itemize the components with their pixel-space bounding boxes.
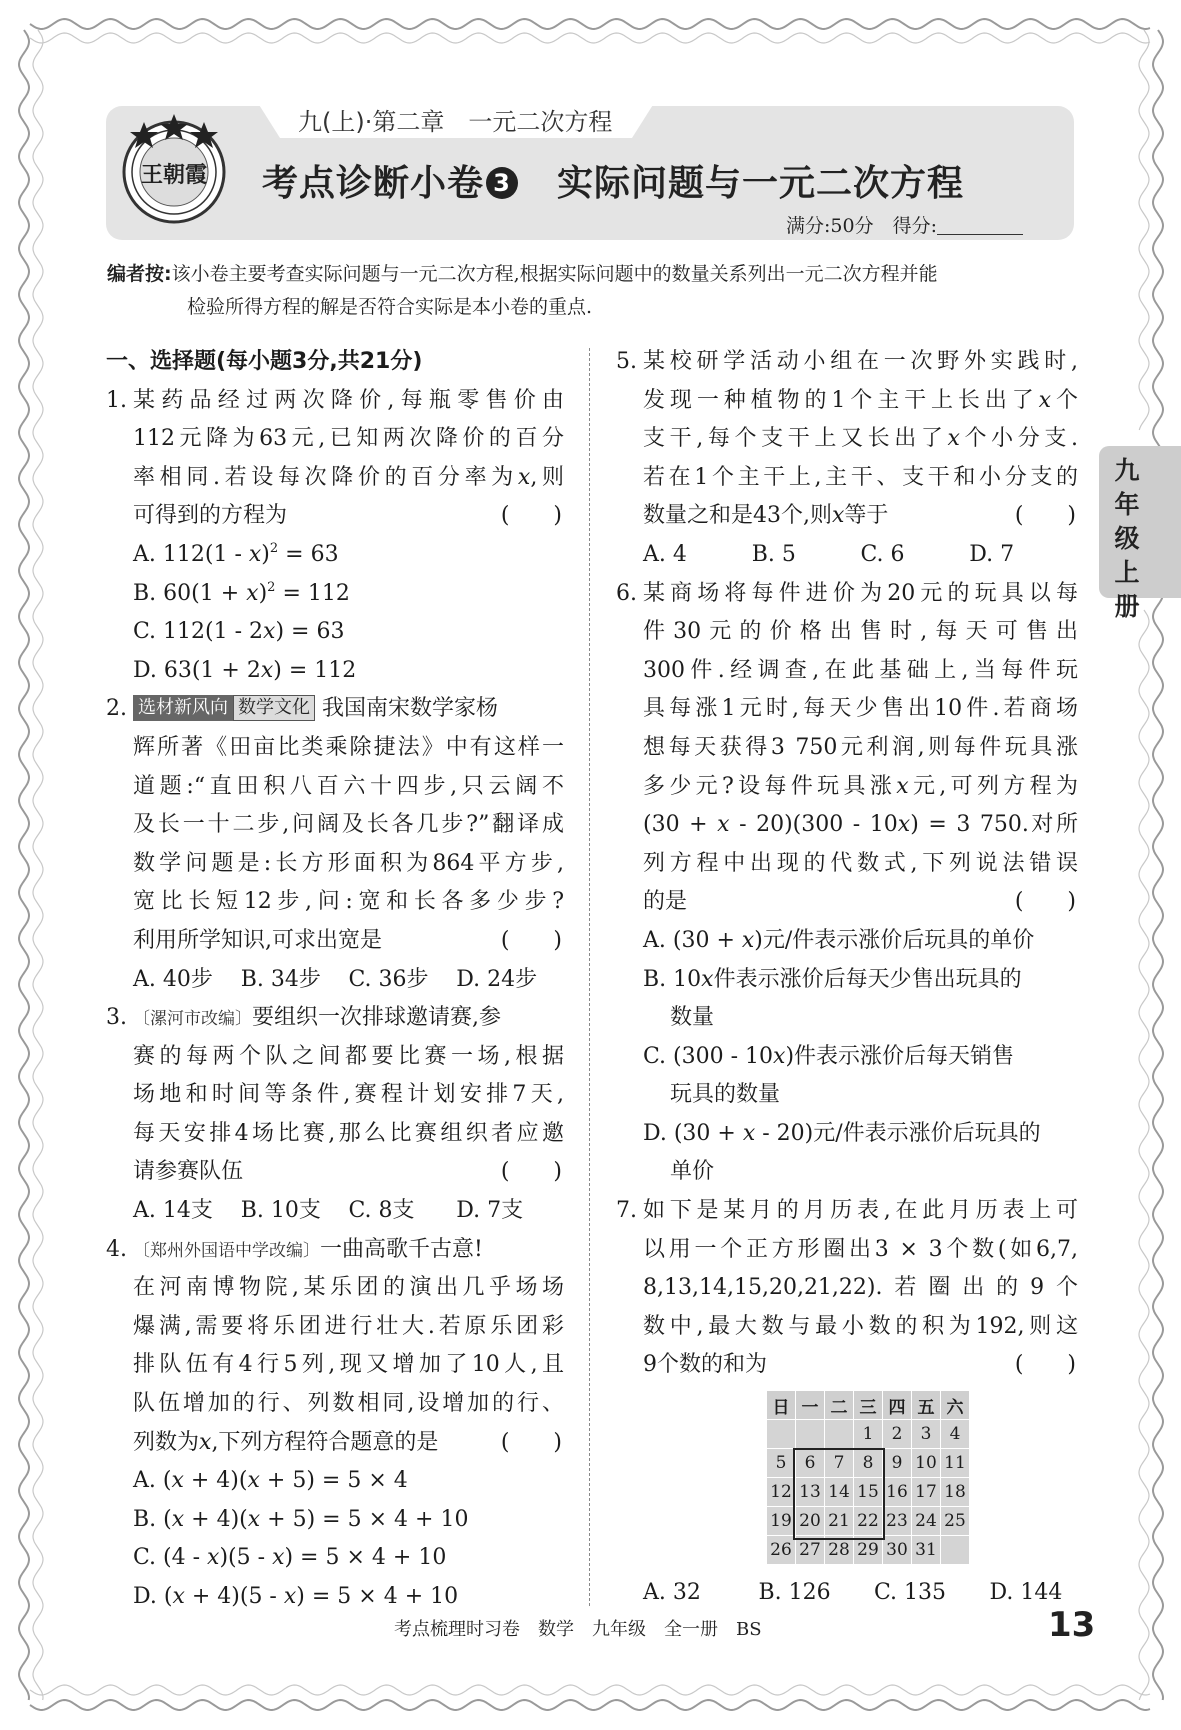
calendar-weekday: 日 (767, 1391, 796, 1420)
calendar-weekday: 五 (912, 1391, 941, 1420)
calendar-day-cell: 16 (883, 1478, 912, 1507)
q6-line3: 300件.经调查,在此基础上,当每件玩 (643, 657, 1078, 683)
q2-tag-new-trend: 选材新风向 (133, 695, 233, 721)
calendar-day-cell: 19 (767, 1507, 796, 1536)
calendar-day-cell (767, 1420, 796, 1449)
logo-text: 王朝霞 (140, 162, 208, 188)
q4-line1: 一曲高歌千古意! (320, 1236, 483, 1262)
q5-answer-blank[interactable]: ( ) (1014, 503, 1076, 529)
question-4 (106, 1231, 564, 1617)
paper-title (262, 155, 964, 206)
q6-line8: 列方程中出现的代数式,下列说法错误 (643, 850, 1078, 876)
q1-line3: 率相同.若设每次降价的百分率为x,则 (133, 464, 564, 490)
calendar-day-cell (941, 1536, 970, 1565)
q3-line1: 要组织一次排球邀请赛,参 (252, 1005, 501, 1031)
calendar-week-row (767, 1420, 970, 1449)
q4-line5: 队伍增加的行、列数相同,设增加的行、 (133, 1391, 564, 1417)
q5-line1: 某校研学活动小组在一次野外实践时, (643, 349, 1078, 374)
q7-option-a[interactable]: A. 32 (643, 1580, 701, 1605)
question-3 (106, 999, 564, 1231)
q4-option-d[interactable]: D. (x + 4)(5 - x) = 5 × 4 + 10 (133, 1584, 459, 1609)
q6-option-b-cont[interactable]: 数量 (670, 1005, 715, 1031)
q7-option-b[interactable]: B. 126 (758, 1580, 831, 1605)
q1-option-b[interactable]: B. $60(1 + x)^2 = 112$ (133, 579, 350, 606)
q2-option-a[interactable]: A. 40步 (133, 966, 213, 992)
q3-source: 〔漯河市改编〕 (133, 1009, 252, 1030)
editor-note-label: 编者按: (107, 263, 172, 285)
q5-line3: 支干,每个支干上又长出了x个小分支. (643, 426, 1078, 452)
publisher-logo (114, 110, 234, 230)
calendar-day-cell: 15 (854, 1478, 883, 1507)
right-column (616, 343, 1078, 1385)
q6-line4: 具每涨1元时,每天少售出10件.若商场 (643, 696, 1078, 722)
calendar-day-cell: 24 (912, 1507, 941, 1536)
question-6 (616, 575, 1078, 1193)
q7-number: 7. (616, 1198, 637, 1224)
calendar-day-cell: 2 (883, 1420, 912, 1449)
q7-line4: 数中,最大数与最小数的积为192,则这 (643, 1313, 1078, 1339)
q5-line4: 若在1个主干上,主干、支干和小分支的 (643, 464, 1078, 490)
calendar-day-cell: 18 (941, 1478, 970, 1507)
calendar-day-cell: 11 (941, 1449, 970, 1478)
q1-line2: 112元降为63元,已知两次降价的百分 (133, 426, 564, 452)
q3-line4: 每天安排4场比赛,那么比赛组织者应邀 (133, 1120, 564, 1146)
calendar-day-cell: 22 (854, 1507, 883, 1536)
q3-line3: 场地和时间等条件,赛程计划安排7天, (133, 1082, 564, 1108)
q1-line4: 可得到的方程为 (133, 503, 288, 529)
calendar-day-cell: 1 (854, 1420, 883, 1449)
calendar-day-cell: 30 (883, 1536, 912, 1565)
calendar-day-cell: 7 (825, 1449, 854, 1478)
question-7 (616, 1192, 1078, 1385)
calendar-day-cell: 3 (912, 1420, 941, 1449)
q3-line2: 赛的每两个队之间都要比赛一场,根据 (133, 1043, 564, 1069)
q2-line2: 辉所著《田亩比类乘除捷法》中有这样一 (133, 734, 564, 760)
calendar-week-row (767, 1536, 970, 1565)
column-divider (589, 348, 590, 1606)
chapter-label: 九(上)·第二章 一元二次方程 (298, 108, 613, 136)
q3-number: 3. (106, 1005, 127, 1031)
q2-option-c[interactable]: C. 36步 (348, 966, 429, 992)
q7-line5: 9个数的和为 (643, 1352, 767, 1378)
q1-number: 1. (106, 387, 127, 413)
calendar-day-cell: 20 (796, 1507, 825, 1536)
score-blank[interactable] (937, 218, 1023, 235)
q1-option-c[interactable]: C. 112(1 - 2x) = 63 (133, 619, 345, 645)
q7-options (616, 1574, 1105, 1613)
q1-line1: 某药品经过两次降价,每瓶零售价由 (133, 387, 564, 413)
q5-option-a[interactable]: A. 4 (643, 541, 687, 567)
calendar-header-row (767, 1391, 970, 1420)
q7-option-d[interactable]: D. 144 (989, 1580, 1063, 1605)
q5-option-c[interactable]: C. 6 (860, 541, 905, 567)
q5-line5: 数量之和是43个,则x等于 (643, 503, 889, 529)
paper-title-prefix: 考点诊断小卷 (262, 163, 485, 204)
paper-number-badge: 3 (486, 167, 518, 199)
q2-answer-blank[interactable]: ( ) (500, 927, 562, 953)
calendar-day-cell: 29 (854, 1536, 883, 1565)
q2-line3: 道题:“直田积八百六十四步,只云阔不 (133, 773, 564, 799)
q6-line1: 某商场将每件进价为20元的玩具以每 (643, 580, 1078, 606)
calendar-week-row (767, 1507, 970, 1536)
q3-line5: 请参赛队伍 (133, 1159, 244, 1185)
q7-line1: 如下是某月的月历表,在此月历表上可 (643, 1198, 1078, 1224)
q7-line3: 8,13,14,15,20,21,22).若圈出的9个 (643, 1275, 1078, 1301)
q6-line5: 想每天获得3 750元利润,则每件玩具涨 (643, 734, 1078, 760)
calendar-weekday: 二 (825, 1391, 854, 1420)
q4-source: 〔郑州外国语中学改编〕 (133, 1240, 320, 1261)
calendar-day-cell (796, 1420, 825, 1449)
q4-line2: 在河南博物院,某乐团的演出几乎场场 (133, 1275, 564, 1301)
section-heading: 一、选择题(每小题3分,共21分) (106, 349, 423, 374)
q2-number: 2. (106, 696, 127, 722)
q6-option-d[interactable]: D. (30 + x - 20)元/件表示涨价后玩具的 (643, 1120, 1041, 1146)
q6-option-b[interactable]: B. 10x件表示涨价后每天少售出玩具的 (643, 966, 1022, 992)
q7-answer-blank[interactable]: ( ) (1014, 1352, 1076, 1378)
calendar-weekday: 三 (854, 1391, 883, 1420)
q2-option-d[interactable]: D. 24步 (456, 966, 538, 992)
q4-line4: 排队伍有4行5列,现又增加了10人,且 (133, 1352, 564, 1378)
calendar-day-cell: 9 (883, 1449, 912, 1478)
q4-option-c[interactable]: C. (4 - x)(5 - x) = 5 × 4 + 10 (133, 1545, 447, 1571)
q6-number: 6. (616, 580, 637, 606)
q6-option-a[interactable]: A. (30 + x)元/件表示涨价后玩具的单价 (643, 927, 1035, 953)
calendar-day-cell: 25 (941, 1507, 970, 1536)
q7-option-c[interactable]: C. 135 (874, 1580, 947, 1605)
calendar-day-cell: 12 (767, 1478, 796, 1507)
question-5 (616, 343, 1078, 575)
q6-line9: 的是 (643, 889, 688, 915)
calendar-day-cell: 5 (767, 1449, 796, 1478)
q1-answer-blank[interactable]: ( ) (500, 503, 562, 529)
q5-option-d[interactable]: D. 7 (969, 541, 1015, 567)
calendar-day-cell: 8 (854, 1449, 883, 1478)
calendar-weekday: 一 (796, 1391, 825, 1420)
calendar-day-cell: 21 (825, 1507, 854, 1536)
calendar-day-cell: 31 (912, 1536, 941, 1565)
q2-option-b[interactable]: B. 34步 (240, 966, 321, 992)
editor-note-line1: 该小卷主要考查实际问题与一元二次方程,根据实际问题中的数量关系列出一元二次方程并能 (171, 263, 938, 285)
q6-option-c-cont[interactable]: 玩具的数量 (670, 1082, 781, 1108)
q6-option-d-cont[interactable]: 单价 (670, 1159, 715, 1185)
editor-note-line2: 检验所得方程的解是否符合实际是本小卷的重点. (187, 296, 593, 318)
footer-book-info: 考点梳理时习卷 数学 九年级 全一册 BS (394, 1619, 762, 1640)
calendar-day-cell: 10 (912, 1449, 941, 1478)
question-1 (106, 382, 564, 691)
q3-option-a[interactable]: A. 14支 (133, 1198, 213, 1224)
q4-option-a[interactable]: A. (x + 4)(x + 5) = 5 × 4 (133, 1468, 408, 1494)
q6-option-c[interactable]: C. (300 - 10x)件表示涨价后每天销售 (643, 1043, 1015, 1069)
q5-option-b[interactable]: B. 5 (751, 541, 796, 567)
calendar-day-cell (825, 1420, 854, 1449)
q6-line7: (30 + x - 20)(300 - 10x) = 3 750.对所 (643, 812, 1078, 838)
q2-line1: 我国南宋数学家杨 (322, 696, 499, 722)
q2-line7: 利用所学知识,可求出宽是 (133, 927, 382, 953)
q2-line5: 数学问题是:长方形面积为864平方步, (133, 850, 564, 876)
q5-number: 5. (616, 349, 637, 374)
calendar-week-row (767, 1478, 970, 1507)
calendar-day-cell: 4 (941, 1420, 970, 1449)
question-2 (106, 690, 564, 999)
q5-line2: 发现一种植物的1个主干上长出了x个 (643, 387, 1078, 413)
q3-option-c[interactable]: C. 8支 (348, 1198, 415, 1224)
q3-option-b[interactable]: B. 10支 (240, 1198, 321, 1224)
editor-note (107, 258, 1079, 324)
calendar-day-cell: 28 (825, 1536, 854, 1565)
q2-line6: 宽比长短12步,问:宽和长各多少步? (133, 889, 564, 915)
calendar-weekday: 四 (883, 1391, 912, 1420)
q4-option-b[interactable]: B. (x + 4)(x + 5) = 5 × 4 + 10 (133, 1506, 469, 1532)
q1-option-a[interactable]: A. 112(1 - x)$^2$ = 63 (133, 540, 339, 567)
q3-option-d[interactable]: D. 7支 (456, 1198, 524, 1224)
q2-line4: 及长一十二步,问阔及长各几步?”翻译成 (133, 812, 564, 838)
calendar-day-cell: 27 (796, 1536, 825, 1565)
q6-line6: 多少元?设每件玩具涨x元,可列方程为 (643, 773, 1078, 799)
q4-line3: 爆满,需要将乐团进行壮大.若原乐团彩 (133, 1313, 564, 1339)
page-number: 13 (1048, 1605, 1096, 1645)
calendar-day-cell: 23 (883, 1507, 912, 1536)
left-column (106, 343, 564, 1617)
calendar-day-cell: 6 (796, 1449, 825, 1478)
q4-line6: 列数为x,下列方程符合题意的是 (133, 1429, 439, 1455)
q7-line2: 以用一个正方形圈出3 × 3个数(如6,7, (643, 1236, 1078, 1262)
calendar-day-cell: 13 (796, 1478, 825, 1507)
calendar-day-cell: 17 (912, 1478, 941, 1507)
score-line (786, 211, 1023, 238)
paper-title-topic: 实际问题与一元二次方程 (520, 163, 965, 204)
calendar-table (766, 1390, 970, 1565)
calendar-weekday: 六 (941, 1391, 970, 1420)
grade-side-tab-label: 九年级上册 (1114, 456, 1140, 621)
calendar-week-row (767, 1449, 970, 1478)
calendar-day-cell: 26 (767, 1536, 796, 1565)
q4-answer-blank[interactable]: ( ) (500, 1429, 562, 1455)
q6-line2: 件30元的价格出售时,每天可售出 (643, 619, 1078, 645)
q6-answer-blank[interactable]: ( ) (1014, 889, 1076, 915)
q3-answer-blank[interactable]: ( ) (500, 1159, 562, 1185)
q2-tag-math-culture: 数学文化 (233, 695, 315, 721)
calendar-day-cell: 14 (825, 1478, 854, 1507)
q1-option-d[interactable]: D. 63(1 + 2x) = 112 (133, 657, 357, 683)
q4-number: 4. (106, 1236, 127, 1262)
score-label: 满分:50分 得分: (786, 215, 937, 237)
